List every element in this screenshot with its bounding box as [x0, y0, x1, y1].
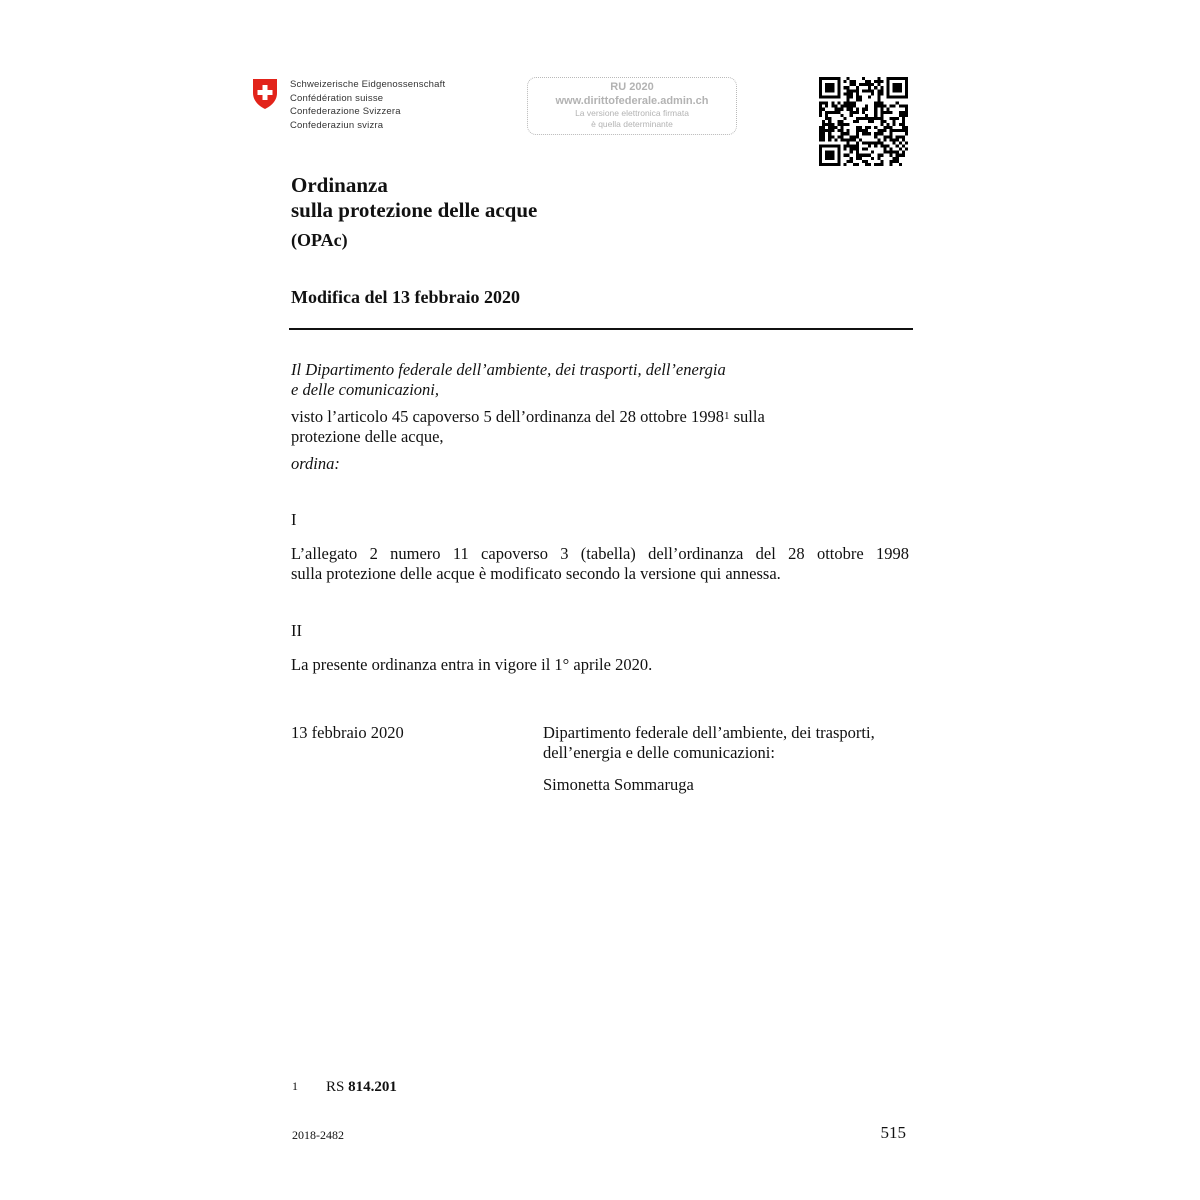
legal-basis-line-2: protezione delle acque, [291, 427, 444, 446]
title-line-2: sulla protezione delle acque [291, 198, 538, 222]
footnote-prefix: RS [326, 1079, 349, 1095]
confederation-name-fr: Confédération suisse [290, 92, 384, 104]
stamp-website: www.dirittofederale.admin.ch [555, 95, 709, 107]
stamp-collection: RU 2020 [610, 81, 654, 93]
department-line-2: dell’energia e delle comunicazioni: [543, 743, 775, 762]
stamp-note-line1: La versione elettronica firmata [575, 108, 689, 118]
qr-code-icon [819, 77, 908, 166]
official-publication-stamp [527, 77, 737, 135]
section-1-line-1: L’allegato 2 numero 11 capoverso 3 (tabella) dell’ordinanza del 28 ottobre 1998 [291, 544, 909, 563]
signing-department [543, 723, 875, 763]
confederation-name-de: Schweizerische Eidgenossenschaft [290, 79, 446, 90]
legal-basis [291, 407, 765, 447]
legal-basis-continuation: sulla [729, 407, 765, 426]
document-code: 2018-2482 [292, 1128, 344, 1142]
footnote-reference: 814.201 [348, 1079, 397, 1095]
decree-word: ordina: [291, 454, 340, 473]
confederation-name-it: Confederazione Svizzera [290, 106, 401, 117]
section-1-text [291, 544, 909, 584]
stamp-note-line2: è quella determinante [591, 119, 673, 129]
issuing-authority [291, 360, 726, 400]
department-line-1: Dipartimento federale dell’ambiente, dei trasporti, [543, 723, 875, 742]
signatory-name: Simonetta Sommaruga [543, 775, 694, 794]
title-abbreviation: (OPAc) [291, 230, 348, 250]
title-divider [289, 328, 913, 330]
footnote-text [326, 1079, 397, 1096]
footnote-number: 1 [292, 1079, 298, 1093]
confederation-name-rm: Confederaziun svizra [290, 119, 384, 131]
amendment-date: Modifica del 13 febbraio 2020 [291, 287, 520, 307]
issuer-line-2: e delle comunicazioni, [291, 380, 440, 399]
swiss-crest-icon [252, 78, 278, 110]
footnote-ref[interactable]: 1 [724, 410, 730, 422]
document-title [291, 173, 537, 223]
issuer-line-1: Il Dipartimento federale dell’ambiente, dei trasporti, dell’energia [291, 360, 726, 379]
section-numeral-1: I [291, 510, 297, 529]
section-1-line-2: sulla protezione delle acque è modificato secondo la versione qui annessa. [291, 564, 781, 583]
signature-date: 13 febbraio 2020 [291, 723, 404, 742]
title-line-1: Ordinanza [291, 173, 388, 197]
legal-basis-text: visto l’articolo 45 capoverso 5 dell’ordinanza del 28 ottobre 1998 [291, 407, 725, 426]
page-number: 515 [880, 1123, 906, 1142]
section-2-text: La presente ordinanza entra in vigore il 1° aprile 2020. [291, 655, 653, 674]
section-numeral-2: II [291, 621, 302, 640]
confederation-names [290, 78, 445, 132]
